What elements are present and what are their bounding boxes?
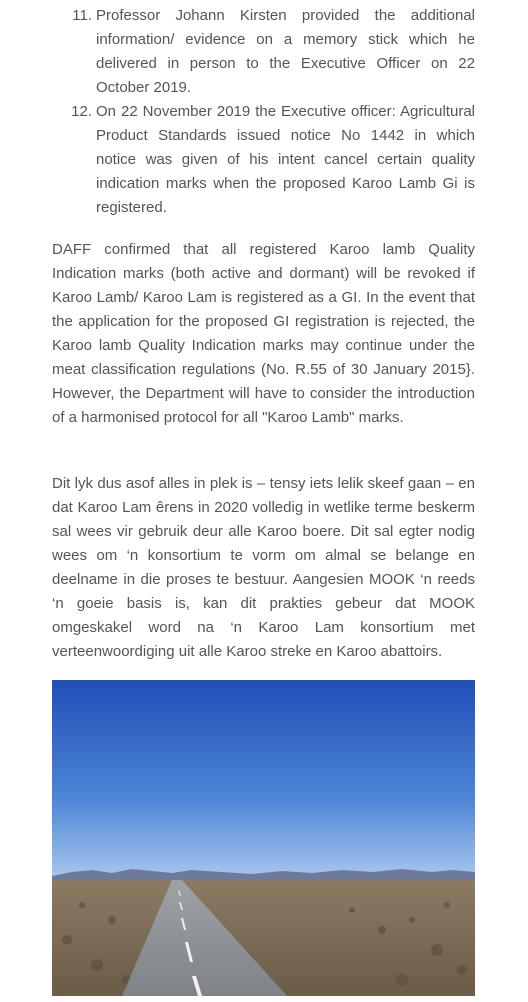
- list-item-text: Professor Johann Kirsten provided the additional information/ evidence on a memory stick which he delivered in person to the Executive Officer on 22 October 2019.: [96, 7, 475, 96]
- paragraph-daff: DAFF confirmed that all registered Karoo lamb Quality Indication marks (both active and dormant) will be revoked if Karoo Lamb/ Karoo Lam is registered as a GI. In the event that the application for the proposed GI registration is rejected, the Karoo lamb Quality Indication marks may continue under the meat classification regulations (No. R.55 of 30 January 2015}. However, the Department will have to consider the introduction of a harmonised protocol for all "Karoo Lamb" marks.: [52, 241, 475, 426]
- karoo-road-photo: [52, 680, 475, 996]
- article-body: [52, 0, 475, 660]
- list-item-text: On 22 November 2019 the Executive officer: Agricultural Product Standards issued notice No 1442 in which notice was given of his intent cancel certain quality indication marks when the proposed Karoo Lamb Gi is registered.: [96, 103, 475, 216]
- paragraph-afrikaans: Dit lyk dus asof alles in plek is – tensy iets lelik skeef gaan – en dat Karoo Lam êrens in 2020 volledig in wetlike terme beskerm sal wees vir gebruik deur alle Karoo boere. Dit sal egter nodig wees om ‘n konsortium te vorm om almal se belange en deelname in die proses te bestuur. Aangesien MOOK ‘n reeds ‘n goeie basis is, kan dit prakties gebeur dat MOOK omgeskakel word na ‘n Karoo Lam konsortium met verteenwoordiging uit alle Karoo streke en Karoo abattoirs.: [52, 475, 475, 660]
- list-item: [52, 100, 475, 220]
- list-item-number: 12.: [71, 103, 92, 120]
- list-item-number: 11.: [72, 7, 92, 24]
- sky: [52, 680, 475, 880]
- list-item: [52, 4, 475, 100]
- numbered-list: [52, 0, 475, 220]
